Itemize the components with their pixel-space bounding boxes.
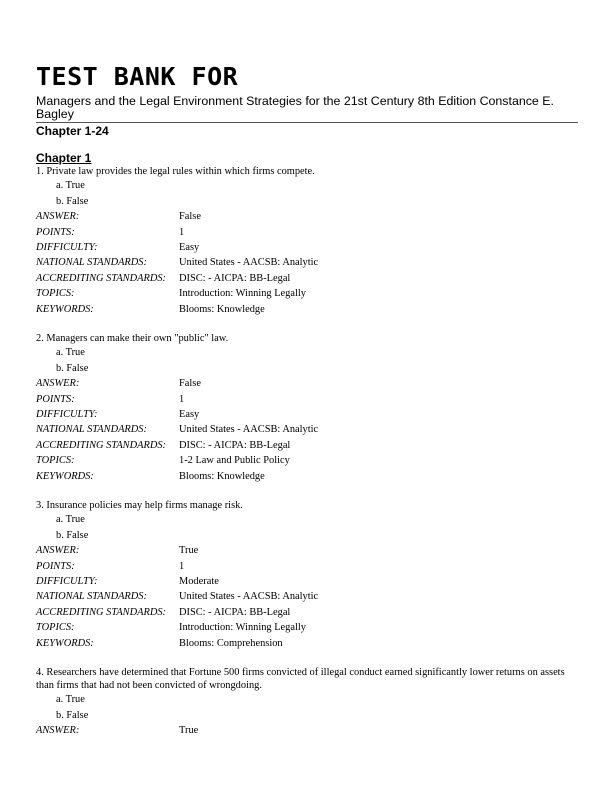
- question-item: [36, 499, 581, 651]
- chapter-range: Chapter 1-24: [36, 124, 109, 138]
- metadata-label: DIFFICULTY:: [36, 576, 98, 588]
- metadata-row: [36, 302, 581, 317]
- question-text-line: [36, 666, 581, 692]
- metadata-row: [36, 589, 581, 604]
- metadata-value: 1: [179, 393, 185, 405]
- metadata-value: DISC: - AICPA: BB-Legal: [179, 439, 291, 451]
- metadata-label: DIFFICULTY:: [36, 409, 98, 421]
- question-number: 1.: [36, 166, 44, 177]
- answer-option: b. False: [56, 709, 89, 721]
- metadata-value: Blooms: Comprehension: [179, 637, 283, 649]
- metadata-row: [36, 543, 581, 558]
- metadata-value: Introduction: Winning Legally: [179, 288, 306, 300]
- metadata-label: POINTS:: [36, 226, 75, 238]
- metadata-label: ANSWER:: [36, 211, 80, 223]
- metadata-value: True: [179, 725, 199, 737]
- answer-option: b. False: [56, 195, 89, 207]
- metadata-label: TOPICS:: [36, 622, 75, 634]
- answer-option: b. False: [56, 362, 89, 374]
- answer-option: a. True: [56, 347, 85, 359]
- metadata-value: True: [179, 545, 199, 557]
- metadata-row: [36, 240, 581, 255]
- metadata-label: ACCREDITING STANDARDS:: [36, 272, 166, 284]
- metadata-row: [36, 453, 581, 468]
- metadata-row: [36, 376, 581, 391]
- metadata-label: NATIONAL STANDARDS:: [36, 424, 147, 436]
- metadata-value: Introduction: Winning Legally: [179, 622, 306, 634]
- question-spacer: [36, 317, 581, 332]
- metadata-value: 1-2 Law and Public Policy: [179, 455, 290, 467]
- metadata-label: KEYWORDS:: [36, 470, 94, 482]
- metadata-value: Blooms: Knowledge: [179, 303, 265, 315]
- metadata-row: [36, 559, 581, 574]
- metadata-value: United States - AACSB: Analytic: [179, 257, 319, 269]
- question-text: Managers can make their own "public" law.: [46, 333, 229, 345]
- question-spacer: [36, 651, 581, 666]
- question-list: [36, 165, 581, 739]
- metadata-label: KEYWORDS:: [36, 637, 94, 649]
- metadata-value: False: [179, 378, 201, 390]
- metadata-row: [36, 620, 581, 635]
- metadata-row: [36, 286, 581, 301]
- answer-option: b. False: [56, 529, 89, 541]
- question-text-line: [36, 165, 581, 178]
- metadata-row: [36, 636, 581, 651]
- metadata-value: 1: [179, 560, 185, 572]
- chapter-heading: Chapter 1: [36, 151, 92, 165]
- test-bank-banner: TEST BANK FOR: [36, 62, 239, 91]
- question-text-line: [36, 332, 581, 345]
- metadata-label: NATIONAL STANDARDS:: [36, 591, 147, 603]
- question-number: 4.: [36, 667, 44, 679]
- metadata-row: [36, 271, 581, 286]
- metadata-value: False: [179, 211, 201, 223]
- metadata-row: [36, 605, 581, 620]
- question-spacer: [36, 484, 581, 499]
- metadata-row: [36, 407, 581, 422]
- metadata-row: [36, 574, 581, 589]
- metadata-value: United States - AACSB: Analytic: [179, 424, 319, 436]
- metadata-label: ACCREDITING STANDARDS:: [36, 439, 166, 451]
- book-title: Managers and the Legal Environment Strategies for the 21st Century 8th Edition Constance E. Bagley: [36, 94, 554, 121]
- metadata-row: [36, 392, 581, 407]
- metadata-label: DIFFICULTY:: [36, 242, 98, 253]
- metadata-label: ANSWER:: [36, 378, 80, 390]
- question-text: Researchers have determined that Fortune 500 firms convicted of illegal conduct earned significantly lower returns on assets than firms that had not been convicted of wrongdoing.: [36, 667, 565, 692]
- question-item: [36, 332, 581, 484]
- metadata-value: 1: [179, 226, 185, 238]
- metadata-row: [36, 225, 581, 240]
- metadata-value: Easy: [179, 242, 200, 253]
- question-number: 3.: [36, 500, 44, 512]
- question-text: Private law provides the legal rules within which firms compete.: [46, 166, 315, 177]
- metadata-value: United States - AACSB: Analytic: [179, 591, 319, 603]
- metadata-value: DISC: - AICPA: BB-Legal: [179, 272, 291, 284]
- answer-option: a. True: [56, 694, 85, 706]
- metadata-row: [36, 438, 581, 453]
- metadata-label: POINTS:: [36, 560, 75, 572]
- metadata-label: NATIONAL STANDARDS:: [36, 257, 147, 269]
- question-text-line: [36, 499, 581, 512]
- question-item: [36, 165, 581, 317]
- metadata-label: KEYWORDS:: [36, 303, 94, 315]
- metadata-row: [36, 422, 581, 437]
- metadata-label: POINTS:: [36, 393, 75, 405]
- metadata-row: [36, 723, 581, 738]
- metadata-row: [36, 469, 581, 484]
- metadata-label: TOPICS:: [36, 288, 75, 300]
- question-text: Insurance policies may help firms manage risk.: [46, 500, 243, 512]
- metadata-label: ANSWER:: [36, 725, 80, 737]
- question-number: 2.: [36, 333, 44, 345]
- metadata-value: DISC: - AICPA: BB-Legal: [179, 606, 291, 618]
- question-item: [36, 666, 581, 739]
- metadata-value: Blooms: Knowledge: [179, 470, 265, 482]
- answer-option: a. True: [56, 180, 85, 191]
- metadata-row: [36, 209, 581, 224]
- metadata-label: ACCREDITING STANDARDS:: [36, 606, 166, 618]
- metadata-value: Moderate: [179, 576, 219, 588]
- answer-option: a. True: [56, 514, 85, 526]
- metadata-value: Easy: [179, 409, 200, 421]
- metadata-label: ANSWER:: [36, 545, 80, 557]
- metadata-label: TOPICS:: [36, 455, 75, 467]
- header-divider: [36, 122, 578, 123]
- metadata-row: [36, 255, 581, 270]
